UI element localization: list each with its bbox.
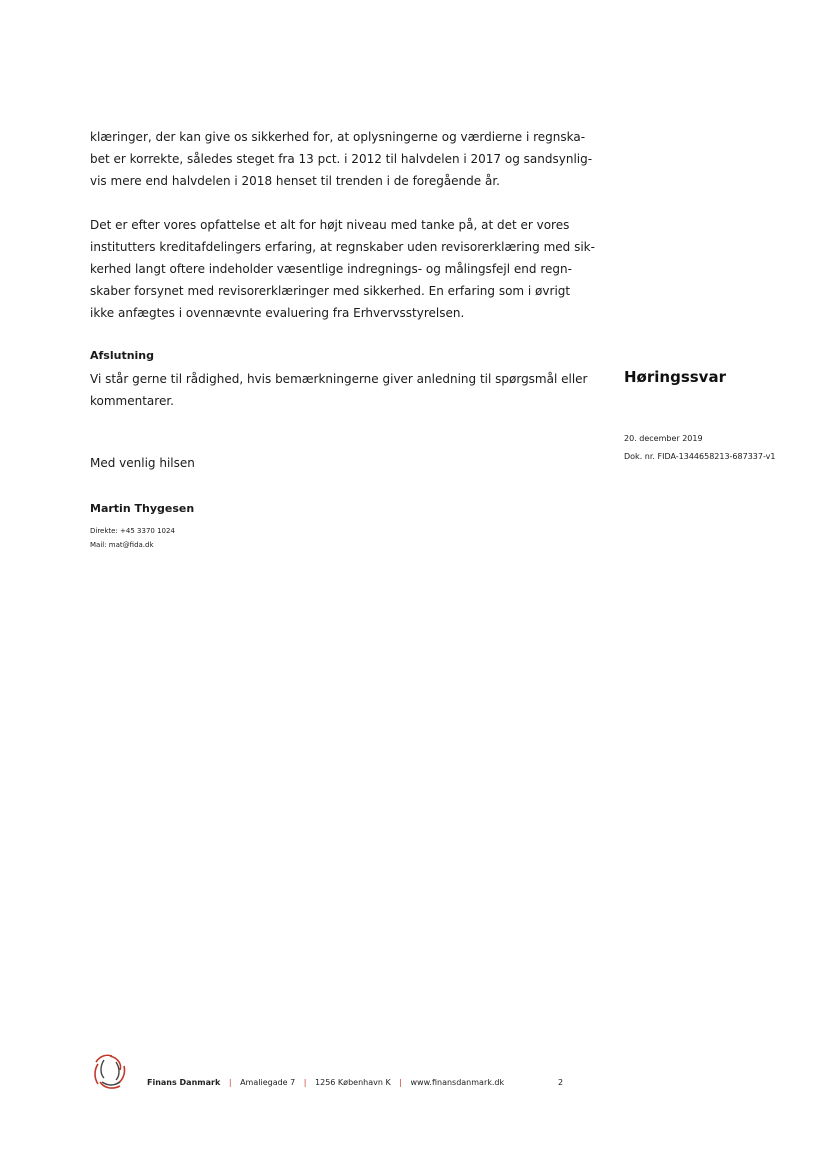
footer-separator: |	[399, 1078, 402, 1087]
signer-name: Martin Thygesen	[90, 502, 195, 515]
page-footer	[90, 1052, 590, 1096]
finans-danmark-logo-icon	[90, 1052, 130, 1092]
document-type-title: Høringssvar	[624, 368, 726, 386]
paragraph-line: ikke anfægtes i ovennævnte evaluering fra Erhvervsstyrelsen.	[90, 306, 465, 320]
footer-separator: |	[228, 1078, 232, 1087]
document-date: 20. december 2019	[624, 434, 703, 443]
body-paragraph-3	[90, 368, 588, 412]
paragraph-line: vis mere end halvdelen i 2018 henset til trenden i de foregående år.	[90, 174, 500, 188]
signer-contact	[90, 524, 175, 552]
signer-direct-phone: Direkte: +45 3370 1024	[90, 527, 175, 535]
paragraph-line: skaber forsynet med revisorerklæringer med sikkerhed. En erfaring som i øvrigt	[90, 284, 571, 298]
closing-heading: Afslutning	[90, 349, 155, 362]
footer-city: 1256 København K	[315, 1078, 391, 1087]
document-number: Dok. nr. FIDA-1344658213-687337-v1	[624, 452, 776, 461]
paragraph-line: Vi står gerne til rådighed, hvis bemærkningerne giver anledning til spørgsmål eller	[90, 372, 588, 386]
paragraph-line: klæringer, der kan give os sikkerhed for, at oplysningerne og værdierne i regnska-	[90, 130, 586, 144]
signer-mail: Mail: mat@fida.dk	[90, 541, 154, 549]
footer-brand: Finans Danmark	[147, 1078, 221, 1087]
footer-address-line	[147, 1078, 504, 1087]
paragraph-line: institutters kreditafdelingers erfaring, at regnskaber uden revisorerklæring med sik-	[90, 240, 595, 254]
paragraph-line: kerhed langt oftere indeholder væsentlige indregnings- og målingsfejl end regn-	[90, 262, 572, 276]
body-paragraph-2	[90, 214, 595, 324]
closing-greeting: Med venlig hilsen	[90, 456, 195, 470]
document-meta	[624, 430, 775, 466]
body-paragraph-1	[90, 126, 592, 192]
footer-separator: |	[303, 1078, 307, 1087]
page-number: 2	[558, 1078, 564, 1087]
footer-website-link[interactable]: www.finansdanmark.dk	[410, 1078, 505, 1087]
paragraph-line: kommentarer.	[90, 394, 174, 408]
paragraph-line: Det er efter vores opfattelse et alt for højt niveau med tanke på, at det er vores	[90, 218, 570, 232]
footer-address: Amaliegade 7	[240, 1078, 296, 1087]
paragraph-line: bet er korrekte, således steget fra 13 pct. i 2012 til halvdelen i 2017 og sandsynlig-	[90, 152, 593, 166]
